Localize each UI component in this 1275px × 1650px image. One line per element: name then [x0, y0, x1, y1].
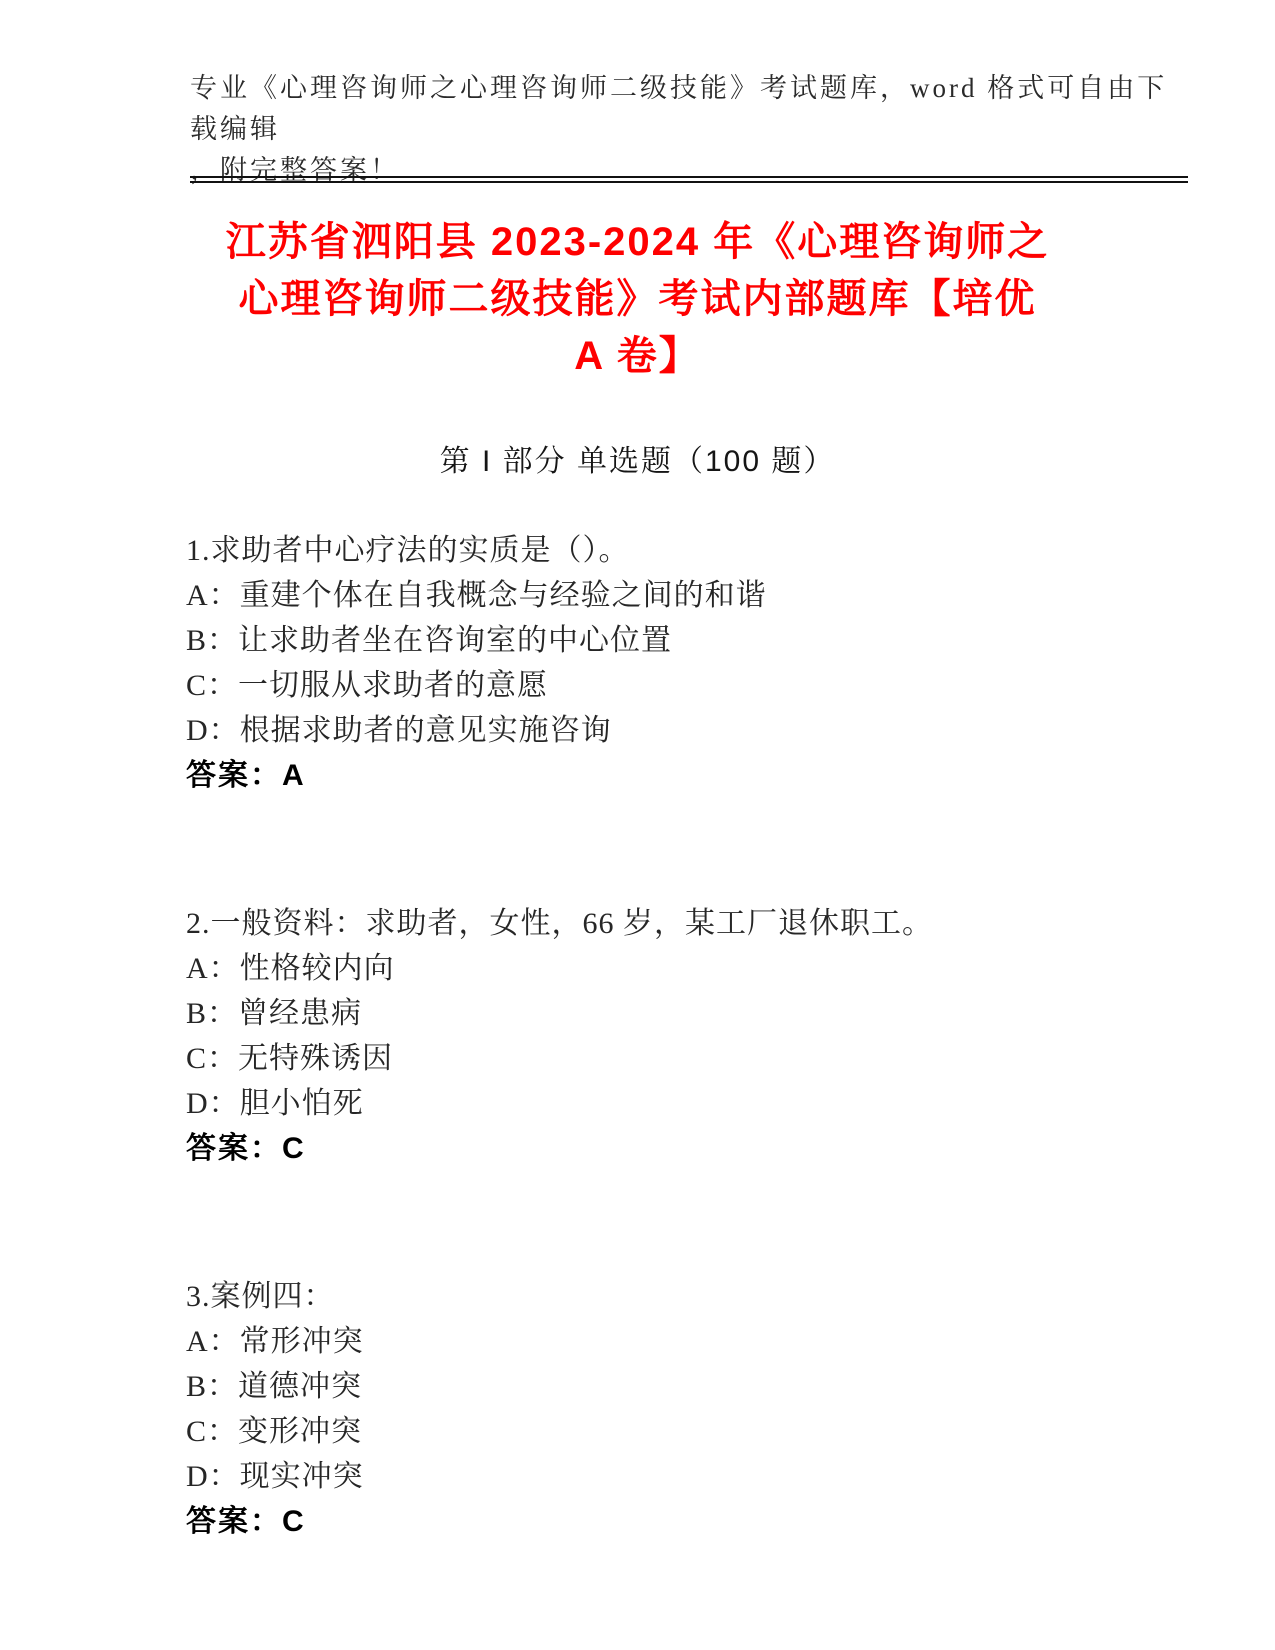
question-text: 2.一般资料：求助者，女性，66 岁，某工厂退休职工。: [186, 907, 933, 940]
question-block: [186, 1274, 1196, 1544]
question-block: [186, 901, 1196, 1171]
header-note-line: 专业《心理咨询师之心理咨询师二级技能》考试题库，word 格式可自由下载编辑: [190, 73, 1168, 144]
option-line: B：道德冲突: [186, 1370, 363, 1403]
option-line: D：胆小怕死: [186, 1087, 364, 1120]
option-line: C：变形冲突: [186, 1415, 363, 1448]
header-note: [190, 68, 1190, 191]
question-list: [186, 528, 1196, 1544]
title-line: 心理咨询师二级技能》考试内部题库【培优: [238, 277, 1037, 321]
question-block: [186, 528, 1196, 798]
document-title: [0, 214, 1275, 385]
option-line: A：常形冲突: [186, 1325, 364, 1358]
question-text: 1.求助者中心疗法的实质是（）。: [186, 534, 630, 567]
option-line: A：性格较内向: [186, 952, 395, 985]
option-line: D：现实冲突: [186, 1460, 364, 1493]
header-divider: [190, 176, 1188, 183]
question-text: 3.案例四：: [186, 1280, 335, 1313]
section-heading: 第 I 部分 单选题（100 题）: [439, 445, 836, 478]
option-line: C：一切服从求助者的意愿: [186, 669, 549, 702]
option-line: B：让求助者坐在咨询室的中心位置: [186, 624, 673, 657]
answer-line: 答案：A: [186, 759, 306, 792]
option-line: D：根据求助者的意见实施咨询: [186, 714, 612, 747]
option-line: A：重建个体在自我概念与经验之间的和谐: [186, 579, 767, 612]
answer-line: 答案：C: [186, 1505, 306, 1538]
title-line: A 卷】: [574, 334, 701, 378]
answer-line: 答案：C: [186, 1132, 306, 1165]
option-line: B：曾经患病: [186, 997, 363, 1030]
title-line: 江苏省泗阳县 2023-2024 年《心理咨询师之: [225, 220, 1050, 264]
header-note-line: ，附完整答案！: [190, 155, 400, 185]
option-line: C：无特殊诱因: [186, 1042, 394, 1075]
